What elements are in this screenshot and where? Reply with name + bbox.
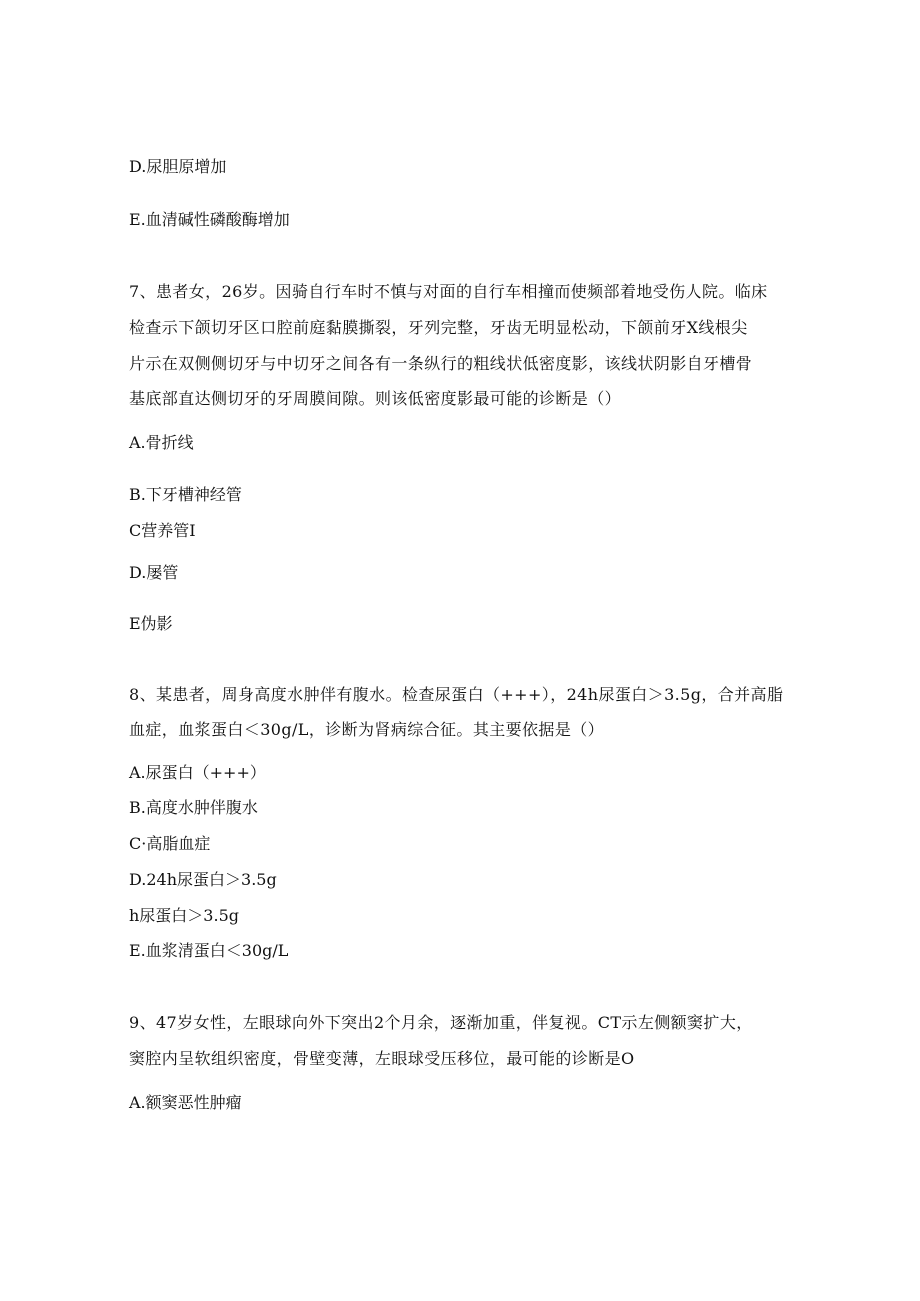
q7-stem-line-4: 基底部直达侧切牙的牙周膜间隙。则该低密度影最可能的诊断是（） xyxy=(129,389,622,408)
q7-stem-line-1: 7、患者女，26岁。因骑自行车时不慎与对面的自行车相撞而使频部着地受伤人院。临床 xyxy=(129,282,768,301)
q7-option-b: B.下牙槽神经管 xyxy=(129,485,242,504)
q8-option-d-extra: h尿蛋白＞3.5g xyxy=(129,906,239,925)
q8-option-e: E.血浆清蛋白＜30g/L xyxy=(129,941,289,960)
q7-option-a: A.骨折线 xyxy=(129,433,194,452)
q9-stem-line-2: 窦腔内呈软组织密度，骨壁变薄，左眼球受压移位，最可能的诊断是O xyxy=(129,1049,635,1068)
q9-stem-line-1: 9、47岁女性，左眼球向外下突出2个月余，逐渐加重，伴复视。CT示左侧额窦扩大， xyxy=(129,1013,753,1032)
q8-stem-line-1: 8、某患者，周身高度水肿伴有腹水。检查尿蛋白（+++），24h尿蛋白＞3.5g，合并高脂 xyxy=(129,685,784,704)
q7-stem-line-3: 片示在双侧侧切牙与中切牙之间各有一条纵行的粗线状低密度影，该线状阴影自牙槽骨 xyxy=(129,354,753,373)
q7-option-e: E伪影 xyxy=(129,614,173,633)
q7-option-d: D.屡管 xyxy=(129,563,179,582)
q8-option-a: A.尿蛋白（+++） xyxy=(129,763,266,782)
q8-option-d: D.24h尿蛋白＞3.5g xyxy=(129,870,277,889)
q6-option-d: D.尿胆原增加 xyxy=(129,157,227,176)
q8-option-b: B.高度水肿伴腹水 xyxy=(129,798,258,817)
q8-option-c: C·高脂血症 xyxy=(129,834,211,853)
q6-option-e: E.血清碱性磷酸酶增加 xyxy=(129,210,290,229)
q7-stem-line-2: 检查示下颌切牙区口腔前庭黏膜撕裂，牙列完整，牙齿无明显松动，下颌前牙X线根尖 xyxy=(129,318,748,337)
q8-stem-line-2: 血症，血浆蛋白＜30g/L，诊断为肾病综合征。其主要依据是（） xyxy=(129,720,605,739)
q7-option-c: C营养管I xyxy=(129,521,196,540)
q9-option-a: A.额窦恶性肿瘤 xyxy=(129,1093,242,1112)
